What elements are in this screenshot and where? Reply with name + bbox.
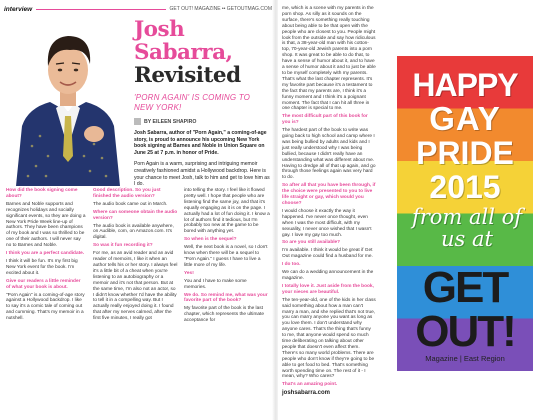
column-3 <box>184 188 270 326</box>
interview-question: So are you still available? <box>282 240 341 246</box>
lede: Porn Again is a warm, surprising and intriguing memoir creatively fashioned amidst a Hollywood backdrop. Here is your chance to meet Josh, talk to him and get to love him as I do. <box>134 161 270 188</box>
article-title <box>134 18 270 87</box>
interview-answer: My favorite part of the book is the last chapter, which represents the ultimate acceptance for <box>184 306 265 324</box>
interview-question: I totally love it. Just aside from the book, your nieces are beautiful. <box>282 283 374 295</box>
author-photo <box>8 16 128 186</box>
interview-answer: The audio book is available anywhere, on Audible, com, on Amazon.com. It's digital. <box>93 223 174 241</box>
running-head: GET OUT! MAGAZINE •• GETOUTMAG.COM <box>169 6 272 12</box>
interview-question: How did the book signing come about? <box>6 188 78 199</box>
interview-answer: Barnes and Noble supports and recognizes holidays and socially significant events, so they are doing a New York Pride Week line-up of authors. They have been champions of my book and I was so thrilled to be one of their authors. I will never say no to Barnes and Noble. <box>6 201 86 249</box>
title-line-1: Josh <box>134 17 185 42</box>
interview-answer: The audio book came out in March. <box>93 201 168 207</box>
ad-gay: GAY <box>429 100 501 137</box>
interview-question: Yes! <box>184 270 194 276</box>
interview-answer: I think it will be fun. It's my first big New York event for the book. I'm excited about it. <box>6 258 78 276</box>
column-4 <box>282 6 376 397</box>
logo-line-1: GET <box>422 263 508 312</box>
interview-question: So was it fun recording it? <box>93 243 153 249</box>
interview-answer: me, which is a scene with my parents in the porn shop. As silly as it sounds on the surface, there's something really touching about being able to be that open with the people who are closest to you. People might look from the outside and say how ridiculous is that, a 38-year-old man with his cotton-top, 70-year-old Jewish parents into a porn shop. It was great to be able to do that, to have a sense of humor about it, and to have a sense of humor about it and to just be able to be myself completely with my parents. That's what the last chapter represents. It's my favorite part because it's a testament to the fact that my parents are, I think it's a funny moment and I think it's a poignant moment. The fact that I can hit all three in one chapter is special to me. <box>282 6 376 112</box>
section-label: interview <box>4 5 33 13</box>
get-out-logo <box>407 263 523 356</box>
interview-answer: For me, as an avid reader and an avid reader of memoirs, I like it when an author tells his or her story. I always feel it's a little bit of a cheat when you're listening to an autobiography or a memoir and it's not that person. But at the same time, I'm also not an actor, so I didn't know whether I'd have the ability to tell it in a compelling way. But I actually really enjoyed doing it. I found that after my nerves calmed, after the first five minutes, I really got <box>93 251 178 322</box>
interview-answer: We can do a wedding announcement in the magazine. <box>282 270 374 281</box>
interview-answer: The hardest part of the book to write was going back to high school and camp where I was being bullied by adults and kids and I just really understood why I was being bullied, because I didn't really have an understanding what was different about me. Having to dredge all of that up again, and go through those feelings again was very hard to do. <box>282 128 376 181</box>
interview-question: I do too. <box>282 262 301 268</box>
side-strip <box>0 180 5 420</box>
interview-answer: I would choose it exactly the way it happened. I've never once thought, even when I was the most difficult, with my sexuality, I never once wished that I wasn't gay. I love my gay too much. <box>282 208 372 238</box>
ad-year: 2015 <box>429 169 501 205</box>
ad-pride: PRIDE <box>416 135 514 171</box>
title-line-2: Sabarra, <box>134 40 233 65</box>
interview-answer: Well, the next book is a novel, so I don't know when there will be a sequel to "Porn Again." I guess I have to live a little more of my life. <box>184 245 268 268</box>
interview-question: Give our readers a little reminder of what your book is about. <box>6 278 81 290</box>
interview-question: We do. So remind me, what was your favorite part of the book? <box>184 292 268 304</box>
header-rule <box>36 9 165 10</box>
interview-answer: I'm available. I think it would be great if Get Out magazine could find a husband for me. <box>282 248 373 260</box>
ad-text <box>397 56 533 371</box>
interview-question: Good description. So you just finished the audio version? <box>93 188 161 199</box>
column-2 <box>93 188 178 324</box>
lede-bold: Josh Sabarra, author of "Porn Again," a coming-of-age story, is proud to announce his upcoming New York book signing at Barnes and Noble in Union Square on June 25 at 7 p.m. in honor of Pride. <box>134 130 267 156</box>
ad-happy: HAPPY <box>412 67 518 103</box>
interview-question: That's an amazing point. <box>282 382 338 388</box>
ad-tagline: Magazine | East Region <box>425 354 505 363</box>
author-photo-illustration <box>8 16 128 186</box>
interview-question: So when is the sequel? <box>184 237 237 243</box>
byline <box>134 118 270 125</box>
interview-question: So after all that you have been through, if the choice were presented to you to live life straight or gay, which would you choose? <box>282 183 376 206</box>
pride-advertisement <box>397 56 533 371</box>
interview-answer: You and I have to make some memories. <box>184 278 247 290</box>
article-title-block <box>134 18 270 188</box>
byline-avatar <box>134 118 141 125</box>
interview-answer: "Porn Again" is a coming-of-age story against a Hollywood backdrop. I like to say it's a comic tale of coming out and cumming. That's my memoir in a nutshell. <box>6 292 85 322</box>
column-4-body <box>282 6 376 388</box>
logo-line-2: OUT! <box>415 307 515 356</box>
running-header <box>4 5 272 13</box>
author-website: joshsabarra.com <box>282 390 331 397</box>
interview-answer: The ten-year-old, one of the kids in her class said something about how a man can't marry a man, and she replied that's not true, you can marry anyone you want as long as you love them. I don't understand why anyone cares. That's the thing that's funny to me, that anyone would spend so much time deliberating on talking about other people that doesn't even affect them. There's so many world problems. There are people who don't know if they're going to be able to get food to bed. That's something worth spending time on. The rest of it - I mean, why? Who cares? <box>282 297 376 380</box>
interview-answer: into telling the story. I feel like it flowed pretty well. I hope that people who are listening find the same joy, and that it's equally engaging as it is on the page. I actually had a lot of fun doing it. I know a lot of authors find it tedious, but I'm probably too new at the game to be bored with anything yet. <box>184 188 270 235</box>
column-1 <box>6 188 86 324</box>
interview-question: I think you are a perfect candidate. <box>6 251 85 257</box>
title-line-3: Revisited <box>134 63 241 88</box>
interview-question: The most difficult part of this book for you is? <box>282 114 368 126</box>
article-subtitle: 'PORN AGAIN' IS COMING TO NEW YORK! <box>134 93 251 112</box>
interview-question: Where can someone obtain the audio version? <box>93 209 178 221</box>
byline-text: BY EILEEN SHAPIRO <box>144 118 197 125</box>
ad-from-text: from all of us at <box>411 205 523 251</box>
